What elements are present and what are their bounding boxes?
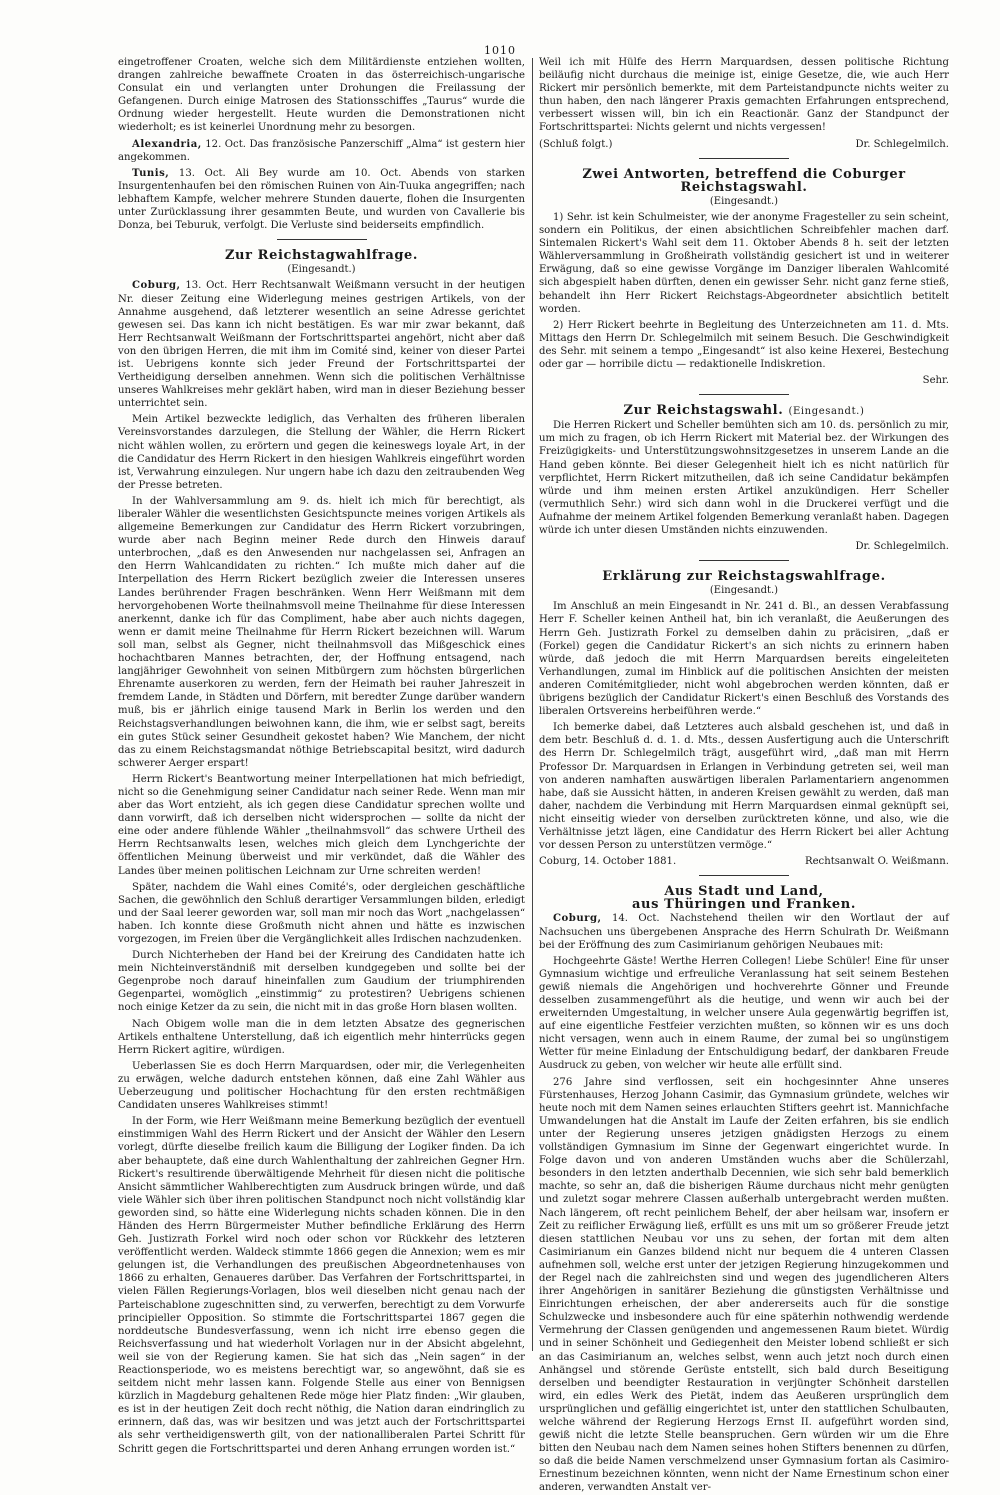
section-heading: Aus Stadt und Land, — [664, 884, 824, 900]
section-heading-text: Zur Reichstagswahl. — [623, 403, 784, 419]
section-heading: Erklärung zur Reichstagswahlfrage. — [602, 569, 886, 585]
article-paragraph: Ueberlassen Sie es doch Herrn Marquardsen, oder mir, die Verlegenheiten zu erwägen, welche dadurch entstehen können, daß eine Zahl Wähler aus Ueberzeugung und politischer Hochachtung für den ersten rechtmäßigen Candidaten unseres Wahlkreises stimmt! — [118, 1060, 525, 1112]
news-item-coburg — [539, 912, 949, 951]
news-item-tunis — [118, 167, 525, 232]
right-column — [539, 56, 950, 1494]
section-heading: Zwei Antworten, betreffend die Coburger Reichstagswahl. — [582, 166, 906, 195]
article-paragraph: Ich bemerke dabei, daß Letzteres auch alsbald geschehen ist, und daß in dem betr. Beschluß d. d. 1. d. Mts., dessen Ausfertigung auch die Unterschrift des Herrn Dr. Schlegelmilch trägt, ausgeführt wird, „daß man mit Herrn Professor Dr. Marquardsen in Erlangen in Verbindung getreten sei, weil man von anderen namhaften auswärtigen liberalen Parlamentariern angenommen habe, daß sie Aussicht hätten, in anderen Kreisen gewählt zu werden, daß man daher, nachdem die Verbindung mit Herrn Marquardsen einmal geknüpft sei, nicht einseitig wieder von derselben zurücktreten könne, und also, wie die Verhältnisse jetzt lägen, eine Candidatur des Herrn Rickert bei aller Achtung vor dessen Person zu unterstützen vermöge.“ — [539, 722, 949, 852]
signature: Dr. Schlegelmilch. — [855, 138, 949, 150]
news-item-text: 14. Oct. Nachstehend theilen wir den Wortlaut der auf Nachsuchen uns übergebenen Ansprache des Herrn Schulrath Dr. Weißmann bei der Eröffnung des zum Casimirianum gehörigen Neubaues mit: — [539, 913, 949, 951]
dateline: Coburg, 14. October 1881. — [539, 856, 677, 868]
continued-note: (Schluß folgt.) — [539, 138, 613, 150]
section-heading — [539, 404, 949, 418]
section-divider — [699, 394, 789, 395]
signature: Sehr. — [922, 375, 949, 387]
section-subheading: (Eingesandt.) — [788, 406, 865, 418]
page-number: 1010 — [484, 44, 516, 57]
article-paragraph: 276 Jahre sind verflossen, seit ein hochgesinnter Ahne unseres Fürstenhauses, Herzog Johann Casimir, das Gymnasium gründete, welches wir heute noch mit dem Namen seines erlauchten Stifters geehrt ist. Mannichfache Umwandelungen hat die Anstalt im Laufe der Zeiten erfahren, bis sie endlich unter der Regierung unseres jetzigen gnädigsten Herzogs zu einem vollständigen Gymnasium im Sinne der Gegenwart eingerichtet wurde. In Folge davon und von anderen Umständen wuchs aber die Schülerzahl, besonders in den letzten anderthalb Decennien, wie sich sehr bald bemerklich machte, so sehr an, daß die bisherigen Räume durchaus nicht mehr genügten und zuletzt sogar mehrere Classen außerhalb untergebracht werden mußten. Nach längerem, oft recht peinlichem Behelf, der aber heilsam war, insofern er Zeit zu reiflicher Erwägung ließ, erfüllt es uns mit um so größerer Freude jetzt diesen stattlichen Neubau vor uns zu sehen, der fortan mit dem alten Casimirianum ein Ganzes bildend nicht nur bequem die 4 unteren Classen aufnehmen soll, welche erst unter der jetzigen Regierung hinzugekommen und der Regel nach die zahlreichsten sind und wegen des jugendlicheren Alters ihrer Angehörigen in sanitärer Beziehung die günstigsten Verhältnisse und Einrichtungen erheischen, der aber andererseits auch für die sonstige Schulzwecke und insbesondere auch für eine späterhin nothwendig werdende Vermehrung der Classen genügenden und angemessenen Raum bietet. Würdig und in seiner Schönheit und Gediegenheit den Meister lobend schließt er sich an das Casimirianum an, welches selbst, wenn auch jetzt noch durch einen Anhängsel und störende Gerüste entstellt, sich bald durch Beseitigung derselben und beendigter Restauration in verjüngter Schönheit darstellen wird, ein edles Werk des Pietät, indem das Aeußeren ursprünglich dem ursprünglichen und gefällig eingerichtet ist, unter den stattlichen Schulbauten, welche während der Regierung Herzogs Ernst II. aufgeführt worden sind, gewiß nicht die letzte Stelle beanspruchen. Gern würden wir um die Ehre bitten den Neubau nach dem Namen seines hohen Stifters benennen zu dürfen, so daß die beide Namen verschmelzend unser Gymnasium fortan als Casimiro-Ernestinum bezeichnen könnten, wenn nicht der Name Ernestinum schon einer anderen, verwandten Anstalt ver- — [539, 1076, 949, 1494]
dateline-place: Alexandria, — [132, 138, 202, 150]
section-subheading: (Eingesandt.) — [709, 585, 779, 597]
section-subheading: (Eingesandt.) — [709, 195, 779, 207]
news-item-coburg — [118, 279, 525, 410]
article-paragraph: Herrn Rickert's Beantwortung meiner Interpellationen hat mich befriedigt, nicht so die Genehmigung seiner Candidatur nach seiner Rede. Wenn man mir aber das Wort entzieht, als ich gegen diese Candidatur sprechen wollte und dann vorwirft, daß ich derselben nicht widersprochen — sollte da nicht der eine oder andere fühlende Wähler „theilnahmsvoll“ das schwere Urtheil des Herrn Rechtsanwalts lesen, welches mich gleich dem Lynchgerichte der öffentlichen Meinung überweist und mir verkündet, daß die Wähler des Landes über meinen politischen Leichnam zur Urne schreiten werden! — [118, 773, 525, 877]
signature: Rechtsanwalt O. Weißmann. — [804, 856, 949, 868]
article-paragraph: Mein Artikel bezweckte lediglich, das Verhalten des früheren liberalen Vereinsvorstandes darzulegen, die Stellung der Wähler, die Herrn Rickert nicht wählen wollen, zu erörtern und gegen die keineswegs loyale Art, in der die Candidatur des Herrn Rickert in den hiesigen Wahlkreis eingeführt worden ist, Verwahrung einzulegen. Nur ungern habe ich dazu den zeitraubenden Weg der Presse betreten. — [118, 414, 525, 491]
dateline-place: Coburg, — [553, 913, 602, 925]
section-divider — [699, 560, 789, 561]
news-item-alexandria — [118, 138, 525, 164]
dateline-place: Tunis, — [132, 167, 170, 179]
section-heading: aus Thüringen und Franken. — [632, 897, 856, 913]
article-paragraph: Hochgeehrte Gäste! Werthe Herren Collegen! Liebe Schüler! Eine für unser Gymnasium wichtige und erfreuliche Veranlassung hat seit seinem Bestehen gewiß niemals die Angehörigen und hochverehrte Gönner und Freunde desselben zusammengeführt als die heutige, und wenn wir auch bei der erweiternden Umgestaltung, in welcher unsere Aula gegenwärtig begriffen ist, auf eine eigentliche Festfeier verzichten mußten, so können wir es uns doch nicht versagen, wenn auch in einem Raume, der zumal bei so ungünstigem Wetter für meine Einladung der Entschuldigung bedarf, der dankbaren Freude Ausdruck zu geben, von welcher wir heute alle erfüllt sind. — [539, 955, 949, 1072]
column-rule — [532, 58, 533, 1351]
article-paragraph: In der Wahlversammlung am 9. ds. hielt ich mich für berechtigt, als liberaler Wähler die wesentlichsten Gesichtspuncte meines vorigen Artikels als allgemeine Bemerkungen zur Candidatur des Herrn Rickert vorzubringen, wurde aber nach Beginn meiner Rede durch den Hinweis darauf unterbrochen, „daß es den Anwesenden nur nachgelassen sei, Anfragen an den Herrn Wahlcandidaten zu richten.“ Ich mußte mich daher auf die Interpellation des Herrn Rickert bezüglich zweier die Interessen unseres Landes berührender Fragen beschränken. Wenn Herr Weißmann mit dem hervorgehobenen Worte theilnahmsvoll meine Theilnahme für diese Interessen anerkennt, danke ich für das Compliment, habe aber auch nichts dagegen, wenn er damit meine Theilnahme für Herrn Rickert bezeichnen will. Warum soll man, selbst als Gegner, nicht theilnahmsvoll das Mißgeschick eines hochachtbaren Mannes betrachten, der, der Hoffnung entsagend, nach langjähriger Gewohnheit von seinen Mitbürgern zum höchsten bürgerlichen Ehrenamte auserkoren zu werden, fern der Heimath bei rauher Jahreszeit in fremdem Lande, in Städten und Dörfern, mit beredter Zunge darüber wandern muß, bis er jährlich einige tausend Mark in Berlin los werden und den Reichstagsverhandlungen beiwohnen kann, die ihm, wie er selbst sagt, bereits ein gutes Stück seiner Gesundheit gekostet haben? Wie Manchem, der nicht das zu einem Reichstagsmandat nöthige Betriebscapital besitzt, wird dadurch schwerer Aerger erspart! — [118, 495, 525, 769]
article-paragraph: Später, nachdem die Wahl eines Comité's, oder dergleichen geschäftliche Sachen, die gewöhnlich den Schluß derartiger Versammlungen bilden, erledigt und der Saal leerer geworden war, soll man mir noch das Wort „nachgelassen“ haben. Ich konnte diese Großmuth nicht ahnen und hätte es inzwischen vorgezogen, im Freien über die Vergänglichkeit alles Irdischen nachzudenken. — [118, 881, 525, 945]
section-subheading: (Eingesandt.) — [287, 264, 356, 276]
signature: Dr. Schlegelmilch. — [855, 541, 949, 553]
article-paragraph: Durch Nichterheben der Hand bei der Kreirung des Candidaten hatte ich mein Nichteinverständniß mit derselben kundgegeben und sollte bei der Gegenprobe noch darauf hineinfallen zum Gaudium der triumphirenden Gegenpartei, womöglich „einstimmig“ zu protestiren? Uebrigens schienen noch einige Ketzer da zu sein, die nicht mit in das große Horn blasen wollten. — [118, 950, 525, 1014]
section-divider — [699, 158, 789, 159]
section-heading: Zur Reichstagwahlfrage. — [224, 248, 419, 264]
article-paragraph: Im Anschluß an mein Eingesandt in Nr. 241 d. Bl., an dessen Verabfassung Herr F. Scheller keinen Antheil hat, bin ich veranlaßt, die Aeußerungen des Herrn Geh. Justizrath Forkel zu demselben dahin zu präcisiren, „daß er (Forkel) gegen die Candidatur Rickert's an sich nichts zu erinnern haben würde, daß jedoch die mit Herrn Marquardsen bereits eingeleiteten Verhandlungen, zumal im Hinblick auf die politischen Ansichten der meisten anderen Comitémitglieder, nicht wohl abgebrochen werden könnten, daß er übrigens bezüglich der Candidatur Rickert's einen Beschluß des Vorstands des liberalen Ortsvereins herbeiführen werde.“ — [539, 601, 949, 718]
article-paragraph: Die Herren Rickert und Scheller bemühten sich am 10. ds. persönlich zu mir, um mich zu fragen, ob ich Herrn Rickert mit Material bez. der Wirkungen des Freizügigkeits- und Unterstützungswohnsitzgesetzes in unserem Lande an die Hand geben könnte. Bei dieser Gelegenheit hielt ich es nicht natürlich für verpflichtet, Herrn Rickert mitzutheilen, daß ich seine Candidatur bekämpfen würde und ihm meinen ersten Artikel anzukündigen. Herr Scheller (vermuthlich Sehr.) wird sich dann wohl in die Druckerei verfügt und die Aufnahme der meinem Artikel folgenden Bemerkung veranlaßt haben. Dagegen würde ich unter diesen Umständen nichts einzuwenden. — [539, 420, 950, 536]
news-item-text: 13. Oct. Herr Rechtsanwalt Weißmann versucht in der heutigen Nr. dieser Zeitung eine Widerlegung meines gestrigen Artikels, von der Annahme ausgehend, daß letzterer wesentlich an seine Adresse gerichtet gewesen sei. Das kann ich nicht bestätigen. Es war mir zwar bekannt, daß Herr Rechtsanwalt Weißmann der Fortschrittspartei angehört, nicht aber daß von den übrigen Herren, die mit ihm im Comité sind, keiner von dieser Partei ist. Uebrigens konnte sich jeder Freund der Fortschrittspartei der Vertheidigung derselben annehmen. Wenn sich die politischen Verhältnisse unseres Wahlkreises mehr geklärt haben, wird man in dieser Beziehung besser unterrichtet sein. — [118, 280, 525, 410]
news-item-text: 13. Oct. Ali Bey wurde am 10. Oct. Abends von starken Insurgentenhaufen bei den römischen Ruinen von Ain-Tuuka angegriffen; nach lebhaftem Kampfe, welcher mehrere Stunden dauerte, flohen die Insurgenten unter Zurücklassung ihrer gesammten Beute, und wurden von Cavallerie bis Donza, bei Teburuk, verfolgt. Die Verluste sind beiderseits empfindlich. — [118, 167, 525, 232]
article-paragraph: 2) Herr Rickert beehrte in Begleitung des Unterzeichneten am 11. d. Mts. Mittags den Herrn Dr. Schlegelmilch mit seinem Besuch. Die Geschwindigkeit des Sehr. mit seinem a tempo „Eingesandt“ ist also keine Hexerei, Bestechung oder gar — horribile dictu — redaktionelle Indiskretion. — [539, 319, 949, 370]
dateline-place: Coburg, — [132, 280, 181, 292]
article-paragraph: eingetroffener Croaten, welche sich dem Militärdienste entziehen wollten, drangen zahlreiche bewaffnete Croaten in das österreichisch-ungarische Consulat ein und verlangten unter Drohungen die Freilassung der Gefangenen. Durch einige Matrosen des Stationsschiffes „Taurus“ wurde die Ordnung wieder hergestellt. Heute wurden die Demonstrationen nicht wiederholt; es ist keinerlei Unordnung mehr zu besorgen. — [118, 57, 525, 134]
article-paragraph: In der Form, wie Herr Weißmann meine Bemerkung bezüglich der eventuell einstimmigen Wahl des Herrn Rickert und der Ansicht der Wähler den Lesern vorlegt, dürfte dieselbe freilich kaum die Billigung der Logiker finden. Da ich aber behauptete, daß eine durch Wahlenthaltung der zahlreichen Gegner Hrn. Rickert's resultirende überwältigende Mehrheit für diesen nicht die politische Ansicht sämmtlicher Wahlberechtigten zum Ausdruck bringen würde, und daß viele Wähler sich über ihren politischen Standpunct noch nicht vollständig klar geworden sind, so hätte eine Widerlegung nichts schaden können. Die in den Händen des Herrn Bürgermeister Muther befindliche Erklärung des Herrn Geh. Justizrath Forkel wird noch oder schon vor Rückkehr des letzteren veröffentlicht werden. Waldeck stimmte 1866 gegen die Annexion; wem es mir gelungen ist, die Verhandlungen des preußischen Abgeordnetenhauses von 1866 zu erhalten, Genaueres darüber. Das Verfahren der Fortschrittspartei, in vielen Fällen Regierungs-Vorlagen, blos weil dieselben nicht genau nach der Parteischablone zugeschnitten sind, zu verwerfen, berechtigt zu dem Vorwurfe principieller Opposition. So stimmte die Fortschrittspartei 1867 gegen die norddeutsche Bundesverfassung, wenn ich nicht irre ebenso gegen die Reichsverfassung und hat wiederholt Vorlagen nur in der Absicht abgelehnt, weil sie von der Regierung kamen. Sie hat sich das „Nein sagen“ in der Reactionsperiode, wo es meistens berechtigt war, so angewöhnt, daß sie es seitdem nicht mehr lassen kann. Folgende Stelle aus einer von Bennigsen kürzlich in Magdeburg gehaltenen Rede möge hier Platz finden: „Wir glauben, es ist in der heutigen Zeit doch recht nöthig, die Nation daran eindringlich zu erinnern, daß das, was wir besitzen und was jetzt auch der Fortschrittspartei als sehr vertheidigenswerth gilt, von der nationalliberalen Partei Schritt für Schritt gegen die Fortschrittspartei und deren Anhang errungen worden ist.“ — [118, 1116, 525, 1455]
article-paragraph: Nach Obigem wolle man die in dem letzten Absatze des gegnerischen Artikels enthaltene Unterstellung, daß ich eigentlich mehr hinterrücks gegen Herrn Rickert agitire, würdigen. — [118, 1018, 525, 1056]
section-divider — [699, 875, 789, 876]
article-paragraph: Weil ich mit Hülfe des Herrn Marquardsen, dessen politische Richtung beiläufig nicht durchaus die meinige ist, einige Gesetze, die, wie auch Herr Rickert mir persönlich bemerkte, mit dem Parteistandpuncte nichts weiter zu thun haben, den nach längerer Praxis gemachten Erfahrungen entsprechend, verbessert wissen will, bin ich ein Reactionär. Ganz der Standpunct der Fortschrittspartei: Nichts gelernt und nichts vergessen! — [539, 57, 949, 134]
closing-line — [539, 138, 949, 151]
closing-line — [539, 855, 949, 868]
article-paragraph: 1) Sehr. ist kein Schulmeister, wie der anonyme Fragesteller zu sein scheint, sondern ein Politikus, der einen absichtlichen Schreibfehler machen darf. Sintemalen Rickert's Wahl seit dem 11. Oktober Abends 8 h. seit der letzten Wählerversammlung in Großheirath vollständig gesichert ist und in weiterer Erwägung, daß so eine gewisse Vorgänge im Danziger liberalen Wahlcomité sich abgespielt haben dürften, denen ein gewisser Sehr. nicht ganz ferne stieß, behandelt ihn Herr Rickert Reichstags-Abgeordneter absichtlich betitelt worden. — [539, 211, 949, 315]
left-column — [118, 56, 525, 1455]
section-divider — [277, 239, 367, 240]
news-item-text: 12. Oct. Das französische Panzerschiff „Alma“ ist gestern hier angekommen. — [118, 138, 525, 163]
